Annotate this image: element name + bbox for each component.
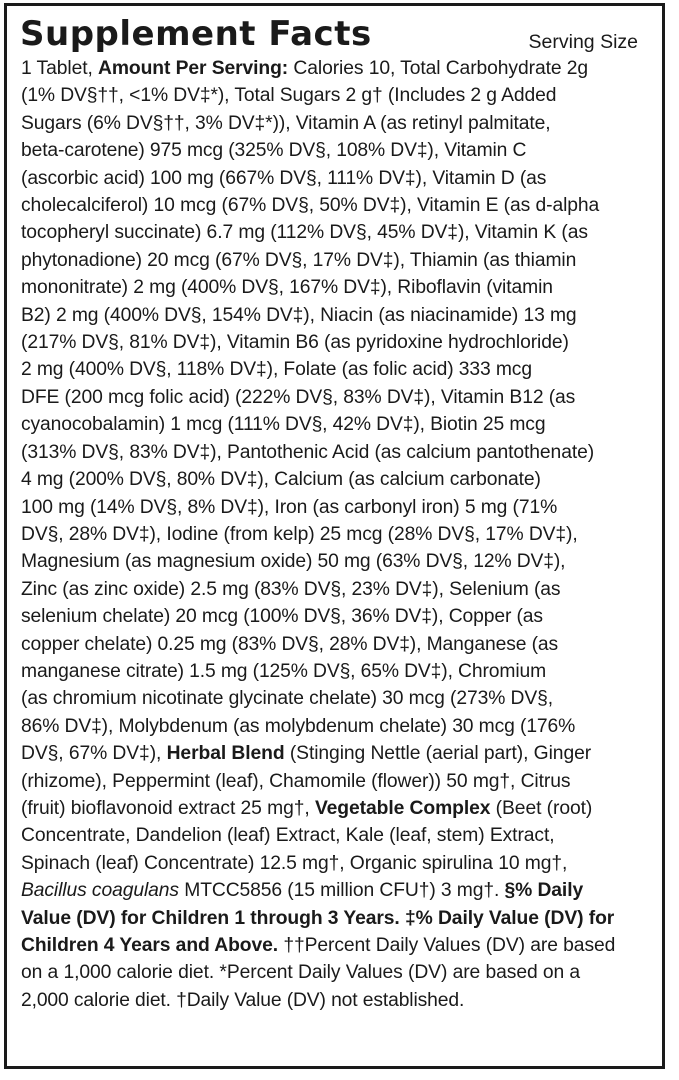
serving-size-label: Serving Size — [528, 31, 638, 53]
text-segment: (217% DV§, 81% DV‡), Vitamin B6 (as pyridoxine hydrochloride) — [21, 332, 569, 354]
facts-line — [21, 877, 671, 904]
facts-line — [21, 631, 671, 658]
text-segment: 2 mg (400% DV§, 118% DV‡), Folate (as folic acid) 333 mcg — [21, 359, 532, 381]
text-segment: MTCC5856 (15 million CFU†) 3 mg†. — [178, 880, 505, 902]
facts-line — [21, 959, 671, 986]
facts-line — [21, 905, 671, 932]
facts-line — [21, 466, 671, 493]
facts-line — [21, 768, 671, 795]
facts-line — [21, 247, 671, 274]
facts-line — [21, 329, 671, 356]
facts-line — [21, 987, 671, 1014]
facts-line — [21, 55, 671, 82]
italic-text-segment: Bacillus coagulans — [21, 880, 179, 902]
text-segment: phytonadione) 20 mcg (67% DV§, 17% DV‡), Thiamin (as thiamin — [21, 249, 577, 271]
bold-text-segment: Herbal Blend — [166, 743, 285, 765]
facts-line — [21, 548, 671, 575]
bold-text-segment: Amount Per Serving: — [98, 58, 289, 79]
text-segment: Calories 10, Total Carbohydrate 2g — [288, 58, 589, 79]
bold-text-segment: Vegetable Complex — [314, 797, 491, 819]
text-segment: B2) 2 mg (400% DV§, 154% DV‡), Niacin (as niacinamide) 13 mg — [21, 304, 577, 326]
text-segment: mononitrate) 2 mg (400% DV§, 167% DV‡), Riboflavin (vitamin — [21, 277, 553, 299]
facts-line — [21, 713, 671, 740]
facts-line — [21, 603, 671, 630]
text-segment: selenium chelate) 20 mcg (100% DV§, 36% DV‡), Copper (as — [21, 606, 543, 628]
facts-line — [21, 822, 671, 849]
text-segment: (rhizome), Peppermint (leaf), Chamomile (flower)) 50 mg†, Citrus — [21, 770, 571, 792]
text-segment: Spinach (leaf) Concentrate) 12.5 mg†, Organic spirulina 10 mg†, — [21, 852, 568, 874]
facts-line — [21, 521, 671, 548]
facts-line — [21, 740, 671, 767]
text-segment: (fruit) bioflavonoid extract 25 mg†, — [21, 797, 315, 819]
bold-text-segment: Value (DV) for Children 1 through 3 Years. ‡% Daily Value (DV) for — [21, 907, 615, 929]
nutrient-listing — [21, 55, 671, 1014]
text-segment: 1 Tablet, — [21, 58, 99, 79]
text-segment: DFE (200 mcg folic acid) (222% DV§, 83% DV‡), Vitamin B12 (as — [21, 386, 576, 408]
supplement-facts-title: Supplement Facts — [20, 14, 372, 54]
supplement-facts-panel — [4, 3, 665, 1069]
facts-line — [21, 110, 671, 137]
facts-line — [21, 576, 671, 603]
text-segment: beta-carotene) 975 mcg (325% DV§, 108% DV‡), Vitamin C — [21, 140, 527, 162]
text-segment: (ascorbic acid) 100 mg (667% DV§, 111% DV‡), Vitamin D (as — [21, 167, 547, 189]
text-segment: (Beet (root) — [490, 797, 593, 819]
facts-line — [21, 137, 671, 164]
bold-text-segment: Children 4 Years and Above. — [21, 935, 279, 956]
text-segment: copper chelate) 0.25 mg (83% DV§, 28% DV‡), Manganese (as — [21, 633, 559, 655]
facts-line — [21, 82, 671, 109]
text-segment: 100 mg (14% DV§, 8% DV‡), Iron (as carbonyl iron) 5 mg (71% — [21, 496, 558, 518]
text-segment: (313% DV§, 83% DV‡), Pantothenic Acid (as calcium pantothenate) — [21, 441, 595, 463]
text-segment: Concentrate, Dandelion (leaf) Extract, Kale (leaf, stem) Extract, — [21, 825, 555, 847]
facts-line — [21, 850, 671, 877]
text-segment: 4 mg (200% DV§, 80% DV‡), Calcium (as calcium carbonate) — [21, 469, 541, 491]
text-segment: Zinc (as zinc oxide) 2.5 mg (83% DV§, 23% DV‡), Selenium (as — [21, 578, 561, 600]
text-segment: cholecalciferol) 10 mcg (67% DV§, 50% DV‡), Vitamin E (as d-alpha — [21, 195, 600, 217]
text-segment: Magnesium (as magnesium oxide) 50 mg (63% DV§, 12% DV‡), — [21, 551, 566, 573]
text-segment: (1% DV§††, <1% DV‡*), Total Sugars 2 g† (Includes 2 g Added — [21, 85, 557, 107]
text-segment: DV§, 67% DV‡), — [21, 743, 167, 765]
text-segment: on a 1,000 calorie diet. *Percent Daily Values (DV) are based on a — [21, 962, 581, 984]
facts-line — [21, 302, 671, 329]
facts-line — [21, 685, 671, 712]
text-segment: 2,000 calorie diet. †Daily Value (DV) not established. — [21, 989, 465, 1011]
facts-line — [21, 439, 671, 466]
text-segment: Sugars (6% DV§††, 3% DV‡*)), Vitamin A (as retinyl palmitate, — [21, 112, 551, 134]
text-segment: cyanocobalamin) 1 mcg (111% DV§, 42% DV‡), Biotin 25 mcg — [21, 414, 546, 436]
text-segment: (Stinging Nettle (aerial part), Ginger — [284, 743, 592, 765]
text-segment: DV§, 28% DV‡), Iodine (from kelp) 25 mcg (28% DV§, 17% DV‡), — [21, 523, 578, 545]
text-segment: ††Percent Daily Values (DV) are based — [278, 935, 616, 956]
facts-line — [21, 165, 671, 192]
facts-line — [21, 384, 671, 411]
text-segment: tocopheryl succinate) 6.7 mg (112% DV§, 45% DV‡), Vitamin K (as — [21, 222, 588, 244]
facts-line — [21, 219, 671, 246]
facts-line — [21, 658, 671, 685]
facts-line — [21, 192, 671, 219]
facts-line — [21, 274, 671, 301]
facts-line — [21, 494, 671, 521]
facts-line — [21, 795, 671, 822]
text-segment: 86% DV‡), Molybdenum (as molybdenum chelate) 30 mcg (176% — [21, 715, 576, 737]
facts-line — [21, 411, 671, 438]
facts-line — [21, 356, 671, 383]
text-segment: manganese citrate) 1.5 mg (125% DV§, 65% DV‡), Chromium — [21, 660, 547, 682]
bold-text-segment: §% Daily — [504, 880, 584, 902]
text-segment: (as chromium nicotinate glycinate chelate) 30 mcg (273% DV§, — [21, 688, 553, 710]
facts-line — [21, 932, 671, 959]
